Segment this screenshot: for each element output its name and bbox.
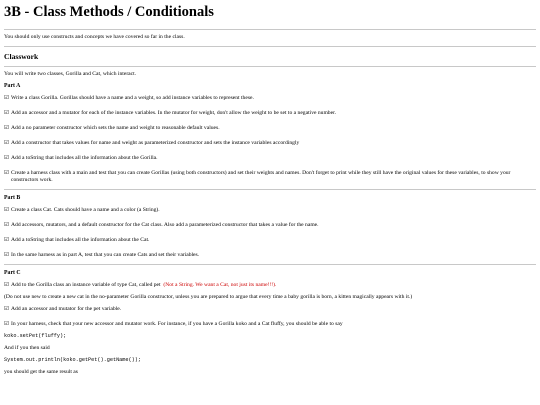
- paren-note: (Do not use new to create a new cat in the no-parameter Gorilla constructor, unless you are prepared to argue that every time a baby gorilla is born, a kitten magically appears with it.): [4, 294, 413, 300]
- part-b-item-text: Add a toString that includes all the information about the Cat.: [11, 237, 150, 243]
- checkbox-icon: ☑: [4, 110, 10, 116]
- part-b-item-text: Create a class Cat. Cats should have a name and a color (a String).: [11, 207, 160, 213]
- checkbox-icon: ☑: [4, 207, 10, 213]
- code-snippet-println: System.out.println(koko.getPet().getName());: [4, 357, 141, 363]
- checkbox-icon: ☑: [4, 125, 10, 131]
- part-a-divider: [4, 189, 536, 190]
- checkbox-icon: ☑: [4, 306, 10, 312]
- part-c-item: [4, 282, 536, 289]
- part-c-item: [4, 321, 536, 328]
- checkbox-icon: ☑: [4, 222, 10, 228]
- part-c-item-text: In your harness, check that your new accessor and mutator work. For instance, if you have a Gorilla koko and a Cat fluffy, you should be able to say: [11, 321, 343, 327]
- part-c-item-text: Add an accessor and mutator for the pet variable.: [11, 306, 122, 312]
- warning-note: (Not a String. We want a Cat, not just its name!!!).: [163, 282, 277, 288]
- part-a-item-text: Add a constructor that takes values for name and weight as parameterized constructor and sets the instance variables accordingly: [11, 140, 300, 146]
- part-b-divider: [4, 264, 536, 265]
- part-b-item: [4, 222, 536, 229]
- part-b-item-text: Add accessors, mutators, and a default constructor for the Cat class. Also add a parameterized constructor that takes a value for the name.: [11, 222, 319, 228]
- part-b-title: Part B: [4, 195, 21, 201]
- part-a-item-text: Write a class Gorilla. Gorillas should have a name and a weight, so add instance variables to represent these.: [11, 95, 254, 101]
- code-snippet-setpet: koko.setPet(fluffy);: [4, 333, 67, 339]
- part-b-item: [4, 207, 536, 214]
- part-c-item-text: Add to the Gorilla class an instance variable of type Cat, called pet: [11, 282, 161, 288]
- page-title: 3B - Class Methods / Conditionals: [4, 4, 214, 20]
- part-a-item: [4, 170, 536, 184]
- part-a-item: [4, 125, 536, 132]
- part-a-item: [4, 95, 536, 102]
- checkbox-icon: ☑: [4, 95, 10, 101]
- checkbox-icon: ☑: [4, 170, 10, 176]
- intro-divider: [4, 46, 536, 47]
- checkbox-icon: ☑: [4, 282, 10, 288]
- part-c-title: Part C: [4, 270, 21, 276]
- classwork-divider: [4, 66, 536, 67]
- part-a-item: [4, 140, 536, 147]
- classwork-heading: Classwork: [4, 52, 39, 61]
- part-c-item: [4, 306, 536, 313]
- part-a-item-text: Add a no parameter constructor which sets the name and weight to reasonable default values.: [11, 125, 220, 131]
- part-b-item: [4, 237, 536, 244]
- intro-text: You should only use constructs and concepts we have covered so far in the class.: [4, 34, 185, 40]
- then-said-text: And if you then said: [4, 345, 50, 351]
- part-a-item-text: Add an accessor and a mutator for each of the instance variables. In the mutator for weight, don't allow the weight to be set to a negative number.: [11, 110, 337, 116]
- part-a-item: [4, 110, 536, 117]
- checkbox-icon: ☑: [4, 140, 10, 146]
- part-a-title: Part A: [4, 83, 21, 89]
- title-divider: [4, 29, 536, 30]
- part-a-item-text: Add a toString that includes all the information about the Gorilla.: [11, 155, 158, 161]
- part-b-item-text: In the same harness as in part A, test that you can create Cats and set their variables.: [11, 252, 200, 258]
- checkbox-icon: ☑: [4, 252, 10, 258]
- checkbox-icon: ☑: [4, 155, 10, 161]
- checkbox-icon: ☑: [4, 321, 10, 327]
- same-result-text: you should get the same result as: [4, 369, 78, 375]
- part-b-item: [4, 252, 536, 259]
- checkbox-icon: ☑: [4, 237, 10, 243]
- part-a-item: [4, 155, 536, 162]
- classwork-lead: You will write two classes, Gorilla and Cat, which interact.: [4, 71, 137, 77]
- part-a-item-text: Create a harness class with a main and test that you can create Gorillas (using both constructors) and set their weights and names. Don't forget to print while they still have the original values for these variables, to show your constructors work.: [11, 170, 511, 183]
